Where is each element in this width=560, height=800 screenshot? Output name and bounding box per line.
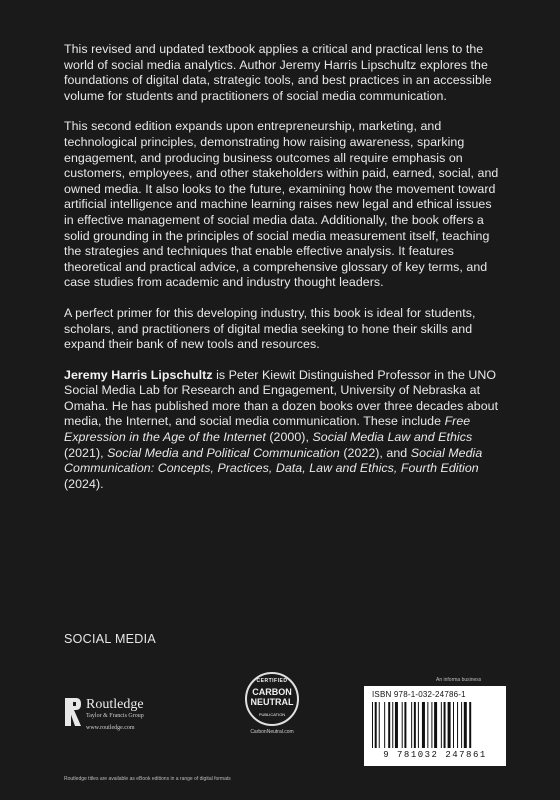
footer-note: Routledge titles are available as eBook editions in a range of digital formats — [64, 776, 231, 782]
barcode — [364, 686, 506, 766]
author-bio-text: (2000), — [265, 430, 313, 445]
description-paragraph-1: This revised and updated textbook applies a critical and practical lens to the world of social media analytics. Author Jeremy Harris Lipschultz explores the foundations of digital data, strategic tools, and best practices in an accessible volume for students and practitioners of social media communication. — [64, 42, 492, 103]
description-paragraph-3: A perfect primer for this developing industry, this book is ideal for students, scholars, and practitioners of digital media seeking to hone their skills and expand their bank of new tools and resources. — [64, 305, 476, 352]
author-bio-text: (2022), and — [339, 445, 411, 460]
carbon-neutral-icon — [245, 672, 299, 726]
book-title: Social Media and Political Communication — [107, 445, 340, 460]
badge-top-text: CERTIFIED — [256, 678, 288, 684]
routledge-logo-icon — [64, 697, 82, 727]
retail-label: An informa business — [436, 677, 482, 683]
badge-line-1: CARBON — [252, 687, 292, 697]
barcode-bars-icon — [372, 702, 498, 748]
isbn: ISBN 978-1-032-24786-1 — [372, 690, 466, 699]
carbon-neutral-badge — [241, 672, 303, 744]
publisher-subtitle: Taylor & Francis Group — [86, 713, 144, 719]
publisher-name: Routledge — [86, 697, 144, 712]
author-bio — [64, 368, 504, 493]
barcode-number: 9 781032 247861 — [383, 750, 487, 760]
subject-category: SOCIAL MEDIA — [64, 632, 157, 646]
badge-bottom-text: PUBLICATION — [258, 712, 286, 717]
author-bio-text: is Peter Kiewit Distinguished Professor in the UNO Social Media Lab for Research and Engagement, University of Nebraska at Omaha. He has published more than a dozen books over three decades about media, the Internet, and social media communication. These include — [64, 367, 499, 429]
author-bio-text: (2024). — [64, 476, 104, 491]
book-title: Social Media Communication: Concepts, Practices, Data, Law and Ethics, Fourth Edition — [64, 445, 483, 476]
book-title: Social Media Law and Ethics — [312, 430, 473, 445]
badge-line-2: NEUTRAL — [250, 697, 294, 707]
badge-url: CarbonNeutral.com — [250, 729, 294, 735]
publisher-url: www.routledge.com — [86, 725, 135, 731]
author-bio-text: (2021), — [64, 445, 108, 460]
description-paragraph-2: This second edition expands upon entrepreneurship, marketing, and technological principles, demonstrating how raising awareness, sparking engagement, and producing business outcomes all require emphasis on customers, employees, and other stakeholders within paid, earned, social, and owned media. It also looks to the future, examining how the movement toward artificial intelligence and machine learning raises new legal and ethical issues in effective management of social media data. Additionally, the book offers a solid grounding in the principles of social media measurement itself, teaching the strategies and techniques that enable effective analysis. It features theoretical and practical advice, a comprehensive glossary of key terms, and case studies from academic and industry thought leaders. — [64, 119, 499, 290]
publisher-logo — [64, 697, 144, 732]
back-cover-text — [64, 42, 504, 507]
author-name: Jeremy Harris Lipschultz — [64, 367, 213, 382]
book-title: Free Expression in the Age of the Internet — [64, 414, 471, 445]
